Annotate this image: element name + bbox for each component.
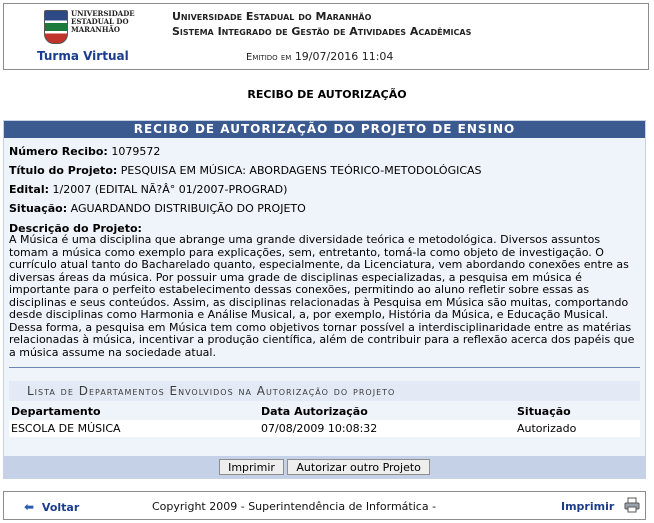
- edital-value: 1/2007 (EDITAL NÃ?Â° 01/2007-PROGRAD): [52, 183, 288, 196]
- receipt-panel: [3, 120, 646, 479]
- crest-icon: [44, 10, 68, 44]
- column-header: Data Autorização: [259, 403, 515, 420]
- logo-line: MARANHÃO: [71, 25, 120, 34]
- situation-value: AGUARDANDO DISTRIBUIÇÃO DO PROJETO: [70, 202, 306, 215]
- column-header: Situação: [515, 403, 640, 420]
- page-footer: [3, 491, 646, 520]
- situation-label: Situação:: [9, 202, 68, 215]
- turma-virtual-link[interactable]: Turma Virtual: [37, 49, 129, 63]
- back-arrow-icon: ⬅: [24, 500, 35, 514]
- description-text: A Música é uma disciplina que abrange uma grande diversidade teórica e metodológica. Diversos assuntos tomam a música como exemplo para explicações, sem, entretanto, tomá-la como objeto de investigação. O currículo atual tanto do Bacharelado quanto, especialmente, da Licenciatura, vem abordando conexões entre as diversas áreas da música. Por possuir uma grade de disciplinas especializadas, a pesquisa em música é importante para o perfeito estabelecimento dessas conexões, permitindo ao aluno refletir sobre essas as disciplinas e seus conteúdos. Assim, as disciplinas relacionadas à Pesquisa em Música são muitas, comportando desde disciplinas como Harmonia e Análise Musical, a, por exemplo, História da Música, e Educação Musical. Dessa forma, a pesquisa em Música tem como objetivos tornar possível a interdisciplinaridade entre as matérias relacionadas à música, incentivar a produção científica, além de contribuir para a reflexão acerca dos papéis que a música assume na sociedade atual.: [9, 233, 635, 359]
- emission-label: Emitido em: [246, 52, 292, 63]
- printer-icon[interactable]: [624, 497, 640, 513]
- edital: [9, 183, 287, 196]
- page-title: RECIBO DE AUTORIZAÇÃO: [247, 88, 407, 101]
- project-title: [9, 164, 482, 177]
- logo-line: ESTADUAL DO: [71, 17, 129, 26]
- university-logo: [44, 9, 135, 46]
- date-cell: 07/08/2009 10:08:32: [259, 420, 515, 437]
- receipt-number: [9, 145, 160, 158]
- situation: [9, 202, 306, 215]
- table-header-row: [9, 403, 640, 420]
- edital-label: Edital:: [9, 183, 50, 196]
- logo-line: UNIVERSIDADE: [71, 9, 135, 18]
- receipt-caption: RECIBO DE AUTORIZAÇÃO DO PROJETO DE ENSINO: [4, 121, 645, 138]
- departments-table: [9, 403, 640, 437]
- divider: [9, 367, 640, 368]
- departments-caption: Lista de Departamentos Envolvidos na Autorização do projeto: [9, 381, 640, 401]
- system-name: Sistema Integrado de Gestão de Atividades Acadêmicas: [172, 25, 472, 38]
- receipt-number-value: 1079572: [111, 145, 161, 158]
- emission-date: [246, 50, 393, 63]
- project-title-label: Título do Projeto:: [9, 164, 118, 177]
- column-header: Departamento: [9, 403, 259, 420]
- button-bar: [4, 456, 645, 478]
- page-header: [3, 3, 649, 70]
- back-label: Voltar: [41, 501, 80, 514]
- department-cell: ESCOLA DE MÚSICA: [9, 420, 259, 437]
- copyright: Copyright 2009 - Superintendência de Informática -: [152, 500, 437, 513]
- status-cell: Autorizado: [515, 420, 640, 437]
- emission-value: 19/07/2016 11:04: [294, 50, 394, 63]
- description-label: Descrição do Projeto:: [9, 222, 142, 235]
- logo-text: [71, 10, 135, 34]
- institution-name: Universidade Estadual do Maranhão: [172, 10, 372, 23]
- print-link[interactable]: Imprimir: [561, 500, 615, 513]
- print-button[interactable]: Imprimir: [219, 459, 284, 475]
- back-link[interactable]: [24, 500, 79, 514]
- authorize-other-button[interactable]: Autorizar outro Projeto: [287, 459, 430, 475]
- table-row: [9, 420, 640, 437]
- receipt-number-label: Número Recibo:: [9, 145, 108, 158]
- project-title-value: PESQUISA EM MÚSICA: ABORDAGENS TEÓRICO-METODOLÓGICAS: [120, 164, 482, 177]
